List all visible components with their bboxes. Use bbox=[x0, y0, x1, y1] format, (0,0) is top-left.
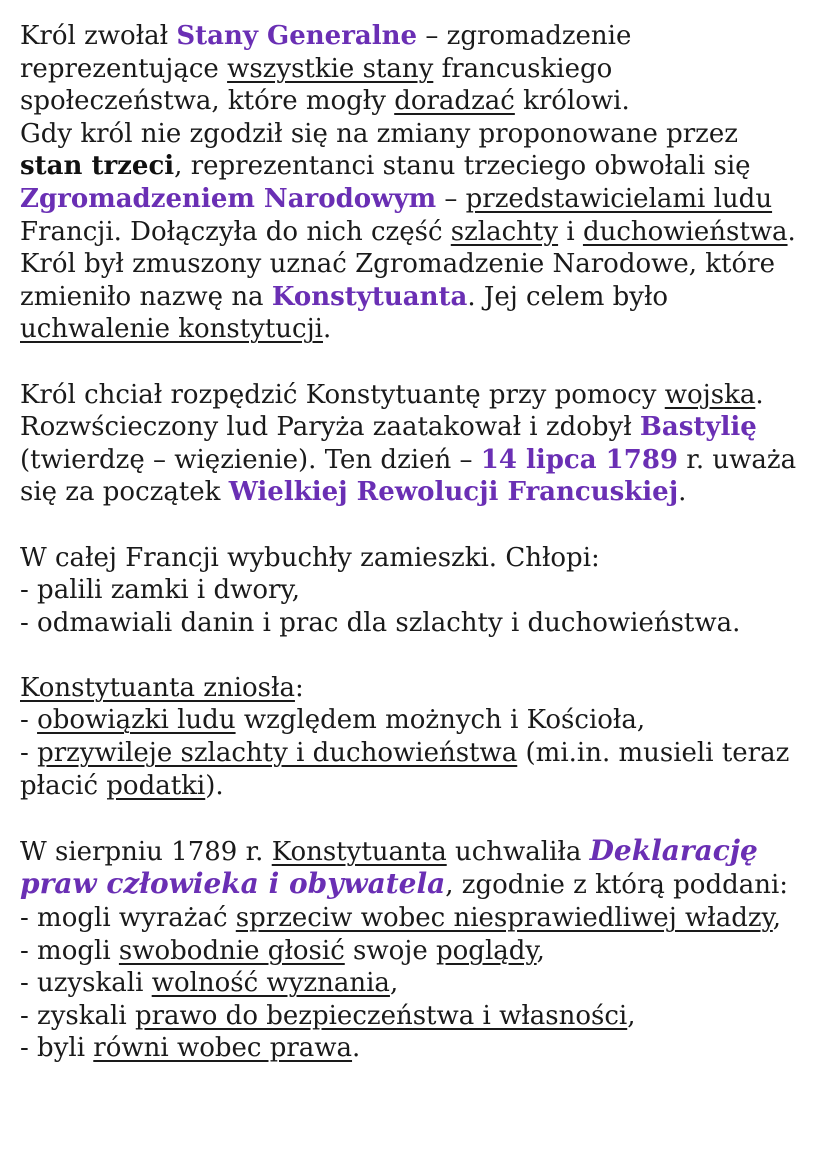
underlined-konstytuanta: Konstytuanta bbox=[271, 836, 447, 867]
paragraph-deklaracja bbox=[20, 835, 808, 902]
text: (mi.in. musieli teraz płacić bbox=[20, 738, 790, 801]
list-item bbox=[20, 574, 808, 607]
underlined-wszystkie-stany: wszystkie stany bbox=[227, 53, 434, 84]
underlined-podatki: podatki bbox=[106, 770, 206, 801]
text: . Król był zmuszony uznać Zgromadzenie Narodowe, które zmieniło nazwę na bbox=[20, 216, 796, 312]
underlined-uchwalenie: uchwalenie konstytucji bbox=[20, 314, 323, 345]
text: królowi. bbox=[514, 86, 630, 117]
paragraph-gap bbox=[20, 639, 808, 672]
text: względem możnych i Kościoła, bbox=[235, 705, 646, 736]
text: - palili zamki i dwory, bbox=[20, 575, 300, 606]
underlined-swobodnie: swobodnie głosić bbox=[118, 935, 345, 966]
text: - zyskali bbox=[20, 1000, 135, 1031]
term-date: 14 lipca 1789 bbox=[480, 444, 679, 475]
underlined-obowiazki: obowiązki ludu bbox=[37, 705, 236, 736]
text: - uzyskali bbox=[20, 968, 152, 999]
term-zgromadzenie-narodowe: Zgromadzeniem Narodowym bbox=[20, 183, 437, 214]
text: , zgodnie z którą poddani: bbox=[445, 870, 789, 901]
text: . Rozwścieczony lud Paryża zaatakował i zdobył bbox=[20, 379, 764, 443]
text: . bbox=[323, 314, 332, 345]
list-item bbox=[20, 704, 808, 737]
text: r. uważa się za początek bbox=[20, 444, 797, 508]
underlined-doradzac: doradzać bbox=[394, 86, 515, 117]
paragraph-bastylia bbox=[20, 379, 808, 509]
term-stany-generalne: Stany Generalne bbox=[176, 21, 418, 51]
text: : bbox=[294, 672, 304, 703]
list-item bbox=[20, 607, 808, 640]
paragraph-stany-generalne bbox=[20, 20, 808, 118]
term-stan-trzeci: stan trzeci bbox=[20, 151, 175, 182]
text: . bbox=[678, 477, 687, 508]
heading-konstytuanta-zniosla bbox=[20, 672, 808, 705]
underlined-rowni: równi wobec prawa bbox=[93, 1033, 353, 1064]
text: . bbox=[352, 1033, 361, 1064]
text: , reprezentanci stanu trzeciego obwołali się bbox=[174, 151, 751, 182]
text: francuskiego społeczeństwa, które mogły bbox=[20, 53, 613, 117]
text: – bbox=[436, 183, 466, 214]
term-rewolucja: Wielkiej Rewolucji Francuskiej bbox=[228, 477, 679, 508]
text: i bbox=[558, 216, 583, 247]
underlined-sprzeciw: sprzeciw wobec niesprawiedliwej władzy bbox=[235, 903, 773, 934]
text: swoje bbox=[344, 935, 436, 966]
text: , bbox=[627, 1000, 636, 1031]
text: . Jej celem było bbox=[467, 281, 669, 312]
paragraph-gap bbox=[20, 509, 808, 542]
list-item bbox=[20, 1000, 808, 1033]
text: – zgromadzenie reprezentujące bbox=[20, 21, 632, 84]
underlined-poglady: poglądy bbox=[436, 935, 537, 966]
list-item bbox=[20, 967, 808, 1000]
text: - mogli bbox=[20, 935, 119, 966]
text: Król zwołał bbox=[20, 21, 177, 51]
text: , bbox=[389, 968, 399, 999]
paragraph-zgromadzenie-narodowe bbox=[20, 118, 808, 346]
text: Król chciał rozpędzić Konstytuantę przy pomocy bbox=[20, 379, 665, 410]
paragraph-zamieszki bbox=[20, 542, 808, 575]
underlined-wojska: wojska bbox=[664, 379, 756, 410]
list-item bbox=[20, 935, 808, 968]
text: - mogli wyrażać bbox=[20, 903, 236, 934]
term-deklaracja: Deklarację praw człowieka i obywatela bbox=[20, 833, 758, 901]
paragraph-gap bbox=[20, 346, 808, 379]
text: , bbox=[536, 935, 545, 966]
text: - bbox=[20, 738, 38, 769]
list-item bbox=[20, 1032, 808, 1065]
underlined-przedstawiciele: przedstawicielami ludu bbox=[465, 183, 773, 214]
text: - bbox=[20, 705, 38, 736]
underlined-prawo: prawo do bezpieczeństwa i własności bbox=[134, 1000, 628, 1031]
list-item bbox=[20, 902, 808, 935]
text: W całej Francji wybuchły zamieszki. Chłopi: bbox=[20, 542, 600, 573]
underlined-duchowienstwa: duchowieństwa bbox=[582, 216, 788, 247]
text: Francji. Dołączyła do nich część bbox=[20, 216, 451, 247]
paragraph-gap bbox=[20, 802, 808, 835]
text: uchwaliła bbox=[446, 836, 590, 867]
underlined-wolnosc: wolność wyznania bbox=[151, 968, 390, 999]
underlined-szlachty: szlachty bbox=[450, 216, 559, 247]
underlined-heading: Konstytuanta zniosła bbox=[20, 672, 295, 703]
text: ). bbox=[205, 770, 224, 801]
underlined-przywileje: przywileje szlachty i duchowieństwa bbox=[37, 738, 518, 769]
text: W sierpniu 1789 r. bbox=[20, 836, 272, 867]
text: - odmawiali danin i prac dla szlachty i duchowieństwa. bbox=[20, 607, 741, 638]
text: Gdy król nie zgodził się na zmiany proponowane przez bbox=[20, 118, 738, 149]
list-item bbox=[20, 737, 808, 802]
text: - byli bbox=[20, 1033, 94, 1064]
text: , bbox=[772, 903, 782, 934]
term-konstytuanta: Konstytuanta bbox=[271, 281, 468, 312]
text: (twierdzę – więzienie). Ten dzień – bbox=[20, 444, 481, 475]
term-bastylia: Bastylię bbox=[639, 412, 757, 443]
